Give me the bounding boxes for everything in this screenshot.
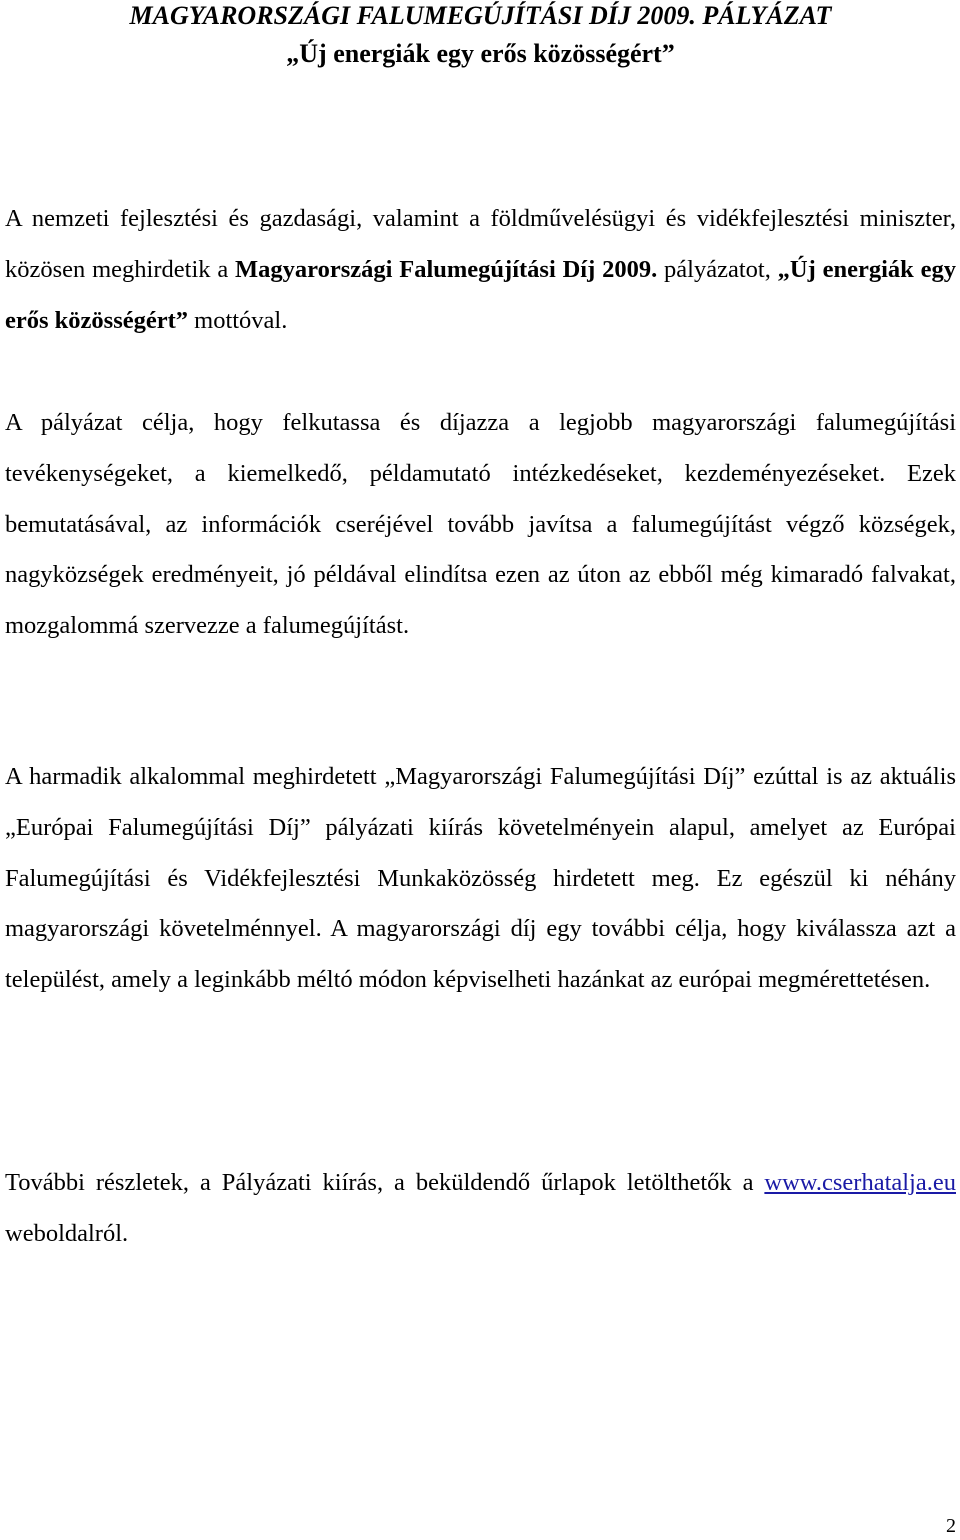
paragraph-details: [5, 1158, 956, 1260]
document-page: [5, 0, 956, 1247]
paragraph-purpose: A pályázat célja, hogy felkutassa és díjazza a legjobb magyarországi falumegújítási tevékenységeket, a kiemelkedő, példamutató intézkedéseket, kezdeményezéseket. Ezek bemutatásával, az információk cseréjével tovább javítsa a falumegújítást végző községek, nagyközségek eredményeit, jó példával elindítsa ezen az úton az ebből még kimaradó falvakat, mozgalommá szervezze a falumegújítást.: [5, 409, 956, 640]
award-motto: „Új energiák egy erős közösségért”: [5, 255, 956, 334]
paragraph-announcement-middle: pályázatot,: [657, 255, 778, 283]
paragraph-announcement-end: mottóval.: [188, 306, 288, 334]
header-motto: „Új energiák egy erős közösségért”: [286, 39, 675, 68]
award-name: Magyarországi Falumegújítási Díj 2009.: [235, 255, 658, 283]
paragraph-details-end: weboldalról.: [5, 1219, 129, 1247]
header-title: MAGYARORSZÁGI FALUMEGÚJÍTÁSI DÍJ 2009. PÁLYÁZAT: [129, 1, 832, 30]
paragraph-announcement: [5, 194, 956, 346]
paragraph-european-award: A harmadik alkalommal meghirdetett „Magyarországi Falumegújítási Díj” ezúttal is az aktuális „Európai Falumegújítási Díj” pályázati kiírás követelményein alapul, amelyet az Európai Falumegújítási és Vidékfejlesztési Munkaközösség hirdetett meg. Ez egészül ki néhány magyarországi követelménnyel. A magyarországi díj egy további célja, hogy kiválassza azt a települést, amely a leginkább méltó módon képviselheti hazánkat az európai megmérettetésen.: [5, 763, 956, 994]
document-header: [5, 0, 956, 74]
paragraph-details-start: További részletek, a Pályázati kiírás, a beküldendő űrlapok letölthetők a: [5, 1169, 765, 1196]
page-number: 2: [946, 1515, 956, 1537]
paragraph-announcement-start: A nemzeti fejlesztési és gazdasági, valamint a földművelésügyi és vidékfejlesztési miniszter, közösen meghirdetik a: [5, 205, 956, 283]
website-link[interactable]: www.cserhatalja.eu: [764, 1169, 956, 1196]
